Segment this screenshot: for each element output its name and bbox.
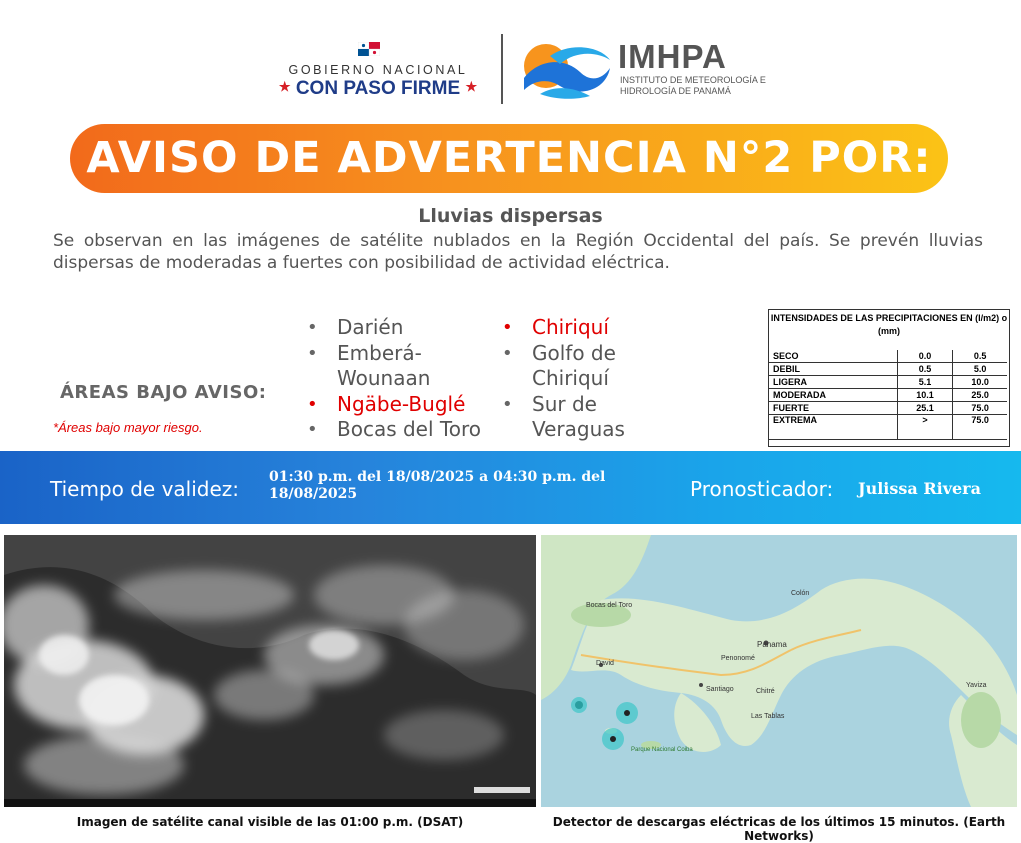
table-row (769, 376, 1007, 389)
gov-slogan: CON PASO FIRME (295, 78, 461, 99)
agency-name: IMHPA (618, 38, 727, 75)
forecaster-name: Julissa Rivera (858, 479, 981, 498)
table-cell: EXTREMA (769, 415, 897, 440)
star-icon: ★ (465, 79, 478, 94)
star-icon: ★ (278, 79, 291, 94)
table-row (769, 402, 1007, 415)
table-row (769, 389, 1007, 402)
header-divider (501, 34, 503, 104)
map-label: Colón (791, 590, 810, 597)
satellite-image (4, 535, 536, 807)
map-label: David (596, 660, 614, 667)
areas-label: ÁREAS BAJO AVISO: (60, 382, 267, 403)
validity-value: 01:30 p.m. del 18/08/2025 a 04:30 p.m. del 18/08/2025 (269, 469, 606, 502)
map-label: Chitré (756, 688, 775, 695)
table-cell: 25.1 (897, 402, 952, 415)
table-cell: 25.0 (953, 389, 1007, 402)
table-cell: 5.1 (897, 376, 952, 389)
table-cell: FUERTE (769, 402, 897, 415)
table-row (769, 415, 1007, 440)
map-label: Parque Nacional Coiba (631, 747, 693, 753)
map-label: Santiago (706, 686, 734, 693)
area-item-high-risk: • Chiriquí (502, 315, 662, 341)
alert-description: Se observan en las imágenes de satélite nublados en la Región Occidental del país. Se prevén lluvias dispersas de moderadas a fuertes con posibilidad de actividad eléctrica. (53, 231, 983, 273)
imhpa-logo-icon (520, 38, 612, 102)
lightning-map (541, 535, 1017, 807)
table-cell: 75.0 (953, 415, 1007, 440)
area-item-high-risk: • Ngäbe-Buglé (307, 392, 497, 418)
table-cell: > (897, 415, 952, 440)
alert-type: Lluvias dispersas (418, 205, 603, 227)
map-label: Yaviza (966, 682, 987, 689)
table-cell: 5.0 (953, 363, 1007, 376)
table-cell: 75.0 (953, 402, 1007, 415)
map-label: Bocas del Toro (586, 602, 633, 609)
area-item: • Bocas del Toro (307, 417, 497, 443)
map-label: Penonomé (721, 655, 755, 662)
table-cell: 10.0 (953, 376, 1007, 389)
area-item: • Darién (307, 315, 497, 341)
areas-list-col2 (502, 315, 662, 443)
satellite-caption: Imagen de satélite canal visible de las 01:00 p.m. (DSAT) (76, 815, 464, 829)
area-item: • Golfo de Chiriquí (502, 341, 662, 392)
area-item: • Emberá-Wounaan (307, 341, 497, 392)
gov-line1: GOBIERNO NACIONAL (288, 63, 468, 77)
risk-note: *Áreas bajo mayor riesgo. (53, 420, 203, 435)
table-cell: DEBIL (769, 363, 897, 376)
precipitation-table-title: INTENSIDADES DE LAS PRECIPITACIONES EN (l/m2) o (mm) (770, 313, 1008, 336)
panama-flag-icon (358, 42, 380, 56)
map-label: Las Tablas (751, 713, 785, 720)
table-cell: 0.5 (897, 363, 952, 376)
table-cell: LIGERA (769, 376, 897, 389)
area-item: • Sur de Veraguas (502, 392, 662, 443)
table-cell: 0.5 (953, 350, 1007, 363)
table-cell: SECO (769, 350, 897, 363)
areas-list-col1 (307, 315, 497, 443)
table-row (769, 350, 1007, 363)
map-label: Panama (757, 640, 787, 649)
table-cell: MODERADA (769, 389, 897, 402)
table-cell: 0.0 (897, 350, 952, 363)
precipitation-table (768, 309, 1010, 447)
table-cell: 10.1 (897, 389, 952, 402)
table-row (769, 363, 1007, 376)
forecaster-label: Pronosticador: (690, 477, 834, 501)
lightning-caption: Detector de descargas eléctricas de los últimos 15 minutos. (Earth Networks) (552, 815, 1006, 843)
warning-banner: AVISO DE ADVERTENCIA N°2 POR: (70, 124, 948, 193)
gov-line2 (272, 78, 484, 100)
agency-subtitle: INSTITUTO DE METEOROLOGÍA E HIDROLOGÍA DE PANAMÁ (620, 75, 766, 96)
validity-label: Tiempo de validez: (50, 477, 240, 501)
